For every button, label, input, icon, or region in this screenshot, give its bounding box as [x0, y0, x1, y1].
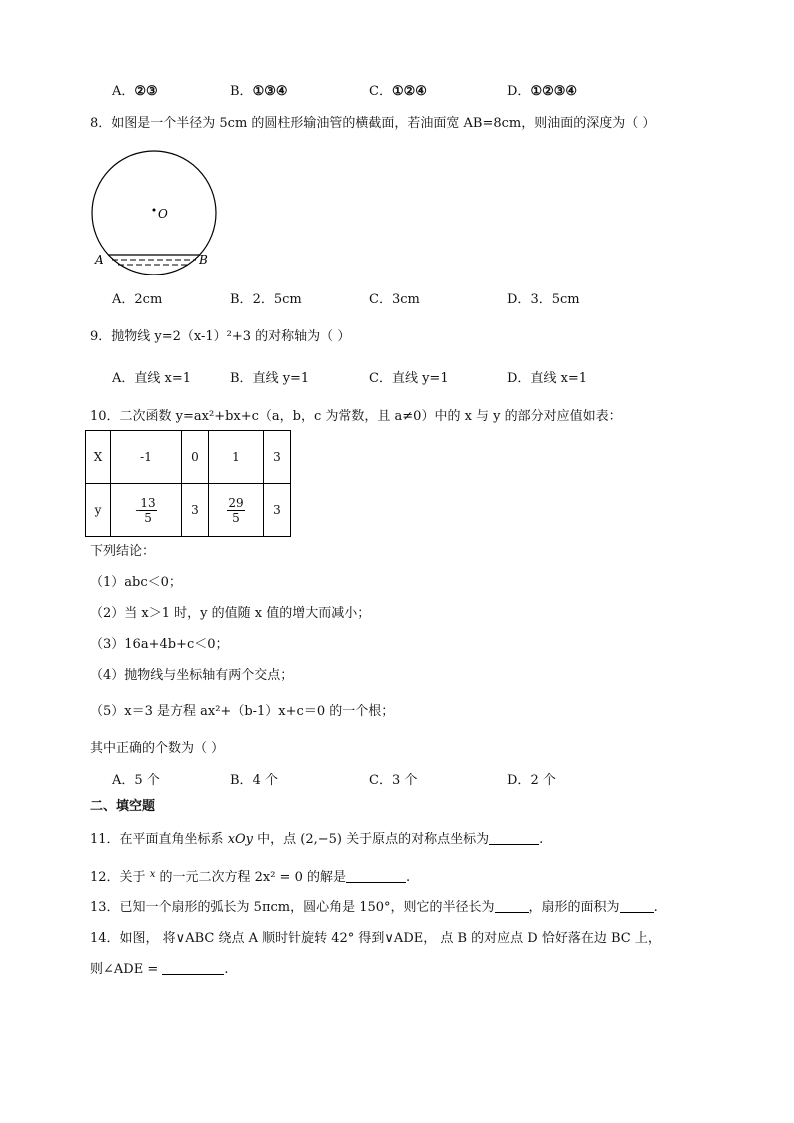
table-cell: 3 — [264, 484, 291, 537]
q10-intro: 下列结论： — [90, 544, 156, 559]
table-cell: 3 — [264, 431, 291, 484]
table-cell: - $\frac{13}{5}$ — [111, 484, 182, 537]
pipe-cross-section-figure — [88, 150, 228, 275]
q9-stem: 9．抛物线 y=2（x-1）²+3 的对称轴为（ ） — [90, 329, 351, 344]
table-row — [86, 484, 291, 537]
table-head-x: X — [86, 431, 111, 484]
value-table — [85, 430, 291, 537]
q10-option-b: B．4 个 — [230, 773, 278, 788]
q10-stem: 10．二次函数 y=ax²+bx+c（a，b，c 为常数，且 a≠0）中的 x 与 y 的部分对应值如表： — [90, 409, 622, 424]
q10-statement-2: （2）当 x＞1 时，y 的值随 x 值的增大而减小； — [90, 606, 371, 621]
q10-statement-5: （5）x＝3 是方程 ax²+（b-1）x+c＝0 的一个根； — [90, 704, 395, 719]
q9-option-c: C．直线 y=1 — [369, 371, 449, 386]
section-title-fill-in: 二、填空题 — [90, 799, 156, 814]
q10-option-d: D．2 个 — [507, 773, 556, 788]
q8-option-b: B．2．5cm — [230, 292, 302, 307]
label-a: A — [95, 253, 104, 267]
pipe-circle — [92, 151, 216, 275]
q10-statement-4: （4）抛物线与坐标轴有两个交点； — [90, 668, 294, 683]
answer-blank[interactable] — [495, 898, 529, 913]
table-cell: -1 — [111, 431, 182, 484]
table-cell: 1 — [209, 431, 264, 484]
q10-question: 其中正确的个数为（ ） — [90, 741, 225, 756]
answer-blank[interactable] — [489, 830, 539, 845]
table-cell: 3 — [182, 484, 209, 537]
table-row — [86, 431, 291, 484]
q10-statement-3: （3）16a+4b+c＜0； — [90, 637, 229, 652]
q7-option-b: B．①③④ — [230, 84, 288, 99]
table-head-y: y — [86, 484, 111, 537]
q7-option-c: C．①②④ — [369, 84, 427, 99]
q7-option-d: D．①②③④ — [507, 84, 578, 99]
q8-stem: 8．如图是一个半径为 5cm 的圆柱形输油管的横截面，若油面宽 AB=8cm，则油面的深度为（ ） — [90, 116, 656, 131]
q9-option-a: A．直线 x=1 — [112, 371, 192, 386]
q8-option-c: C．3cm — [369, 292, 420, 307]
fraction: $\frac{29}{5}$ — [228, 495, 244, 525]
q9-option-b: B．直线 y=1 — [230, 371, 310, 386]
table-cell: 0 — [182, 431, 209, 484]
q12-stem: 12．关于 $^x$ 的一元二次方程 2x² = 0 的解是 . — [90, 869, 411, 885]
q7-option-a: A．②③ — [112, 84, 158, 99]
q8-option-d: D．3．5cm — [507, 292, 580, 307]
q14-stem-line1: 14．如图， 将∨ABC 绕点 A 顺时针旋转 42° 得到∨ADE， 点 B 的对应点 D 恰好落在边 BC 上， — [90, 931, 661, 946]
q13-stem: 13．已知一个扇形的弧长为 5πcm，圆心角是 150°，则它的半径长为 ，扇形的面积为 . — [90, 900, 658, 915]
label-o: O — [158, 207, 168, 221]
answer-blank[interactable] — [162, 960, 224, 975]
q14-stem-line2: 则∠ADE = . — [90, 962, 229, 977]
table-cell — [209, 484, 264, 537]
q10-statement-1: （1）abc＜0； — [90, 575, 182, 590]
q9-option-d: D．直线 x=1 — [507, 371, 588, 386]
q8-option-a: A．2cm — [112, 292, 163, 307]
fraction: $\frac{13}{5}$ — [140, 495, 156, 525]
center-point-o — [153, 209, 156, 212]
answer-blank[interactable] — [346, 868, 406, 883]
answer-blank[interactable] — [620, 898, 654, 913]
q11-stem: 11．在平面直角坐标系 xOy 中，点 (2,−5) 关于原点的对称点坐标为 . — [90, 832, 544, 847]
q10-option-c: C．3 个 — [369, 773, 418, 788]
label-b: B — [199, 253, 208, 267]
q10-option-a: A．5 个 — [112, 773, 160, 788]
